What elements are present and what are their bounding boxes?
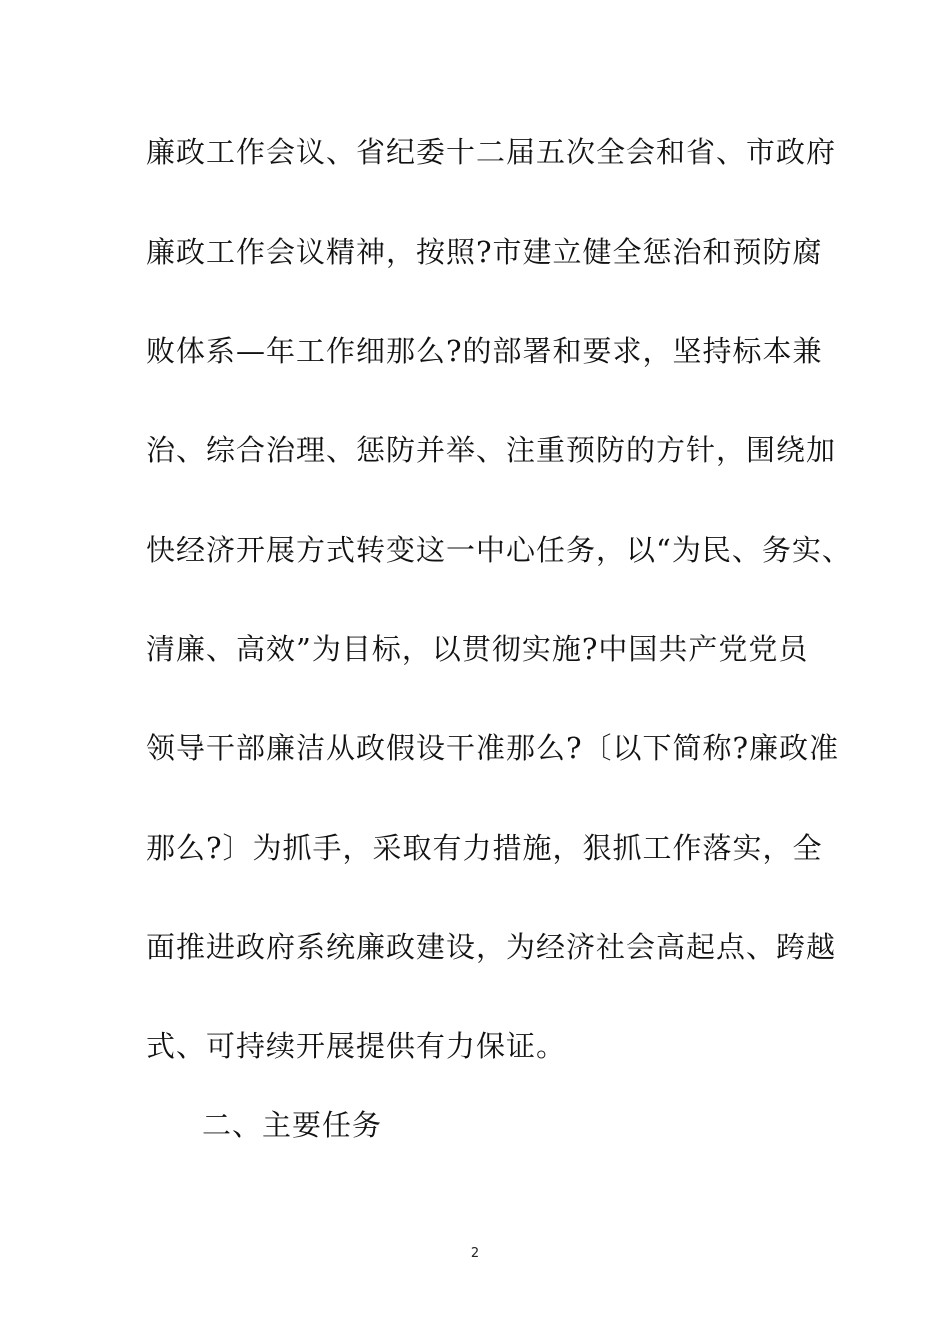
body-line-7: 领导干部廉洁从政假设干准那么?〔以下简称?廉政准 — [146, 731, 840, 765]
body-line-10: 式、可持续开展提供有力保证。 — [146, 1029, 567, 1063]
page-number: 2 — [470, 1246, 480, 1261]
body-line-8: 那么?〕为抓手，采取有力措施，狠抓工作落实，全 — [146, 831, 823, 865]
body-line-4: 治、综合治理、惩防并举、注重预防的方针，围绕加 — [146, 433, 837, 467]
body-line-3: 败体系—年工作细那么?的部署和要求，坚持标本兼 — [146, 334, 823, 368]
body-line-5: 快经济开展方式转变这一中心任务，以“为民、务实、 — [146, 533, 852, 567]
body-line-1: 廉政工作会议、省纪委十二届五次全会和省、市政府 — [146, 135, 837, 169]
body-line-6: 清廉、高效”为目标，以贯彻实施?中国共产党党员 — [146, 632, 809, 666]
body-line-9: 面推进政府系统廉政建设，为经济社会高起点、跨越 — [146, 930, 837, 964]
body-line-2: 廉政工作会议精神，按照?市建立健全惩治和预防腐 — [146, 235, 823, 269]
section-heading: 二、主要任务 — [202, 1108, 383, 1142]
